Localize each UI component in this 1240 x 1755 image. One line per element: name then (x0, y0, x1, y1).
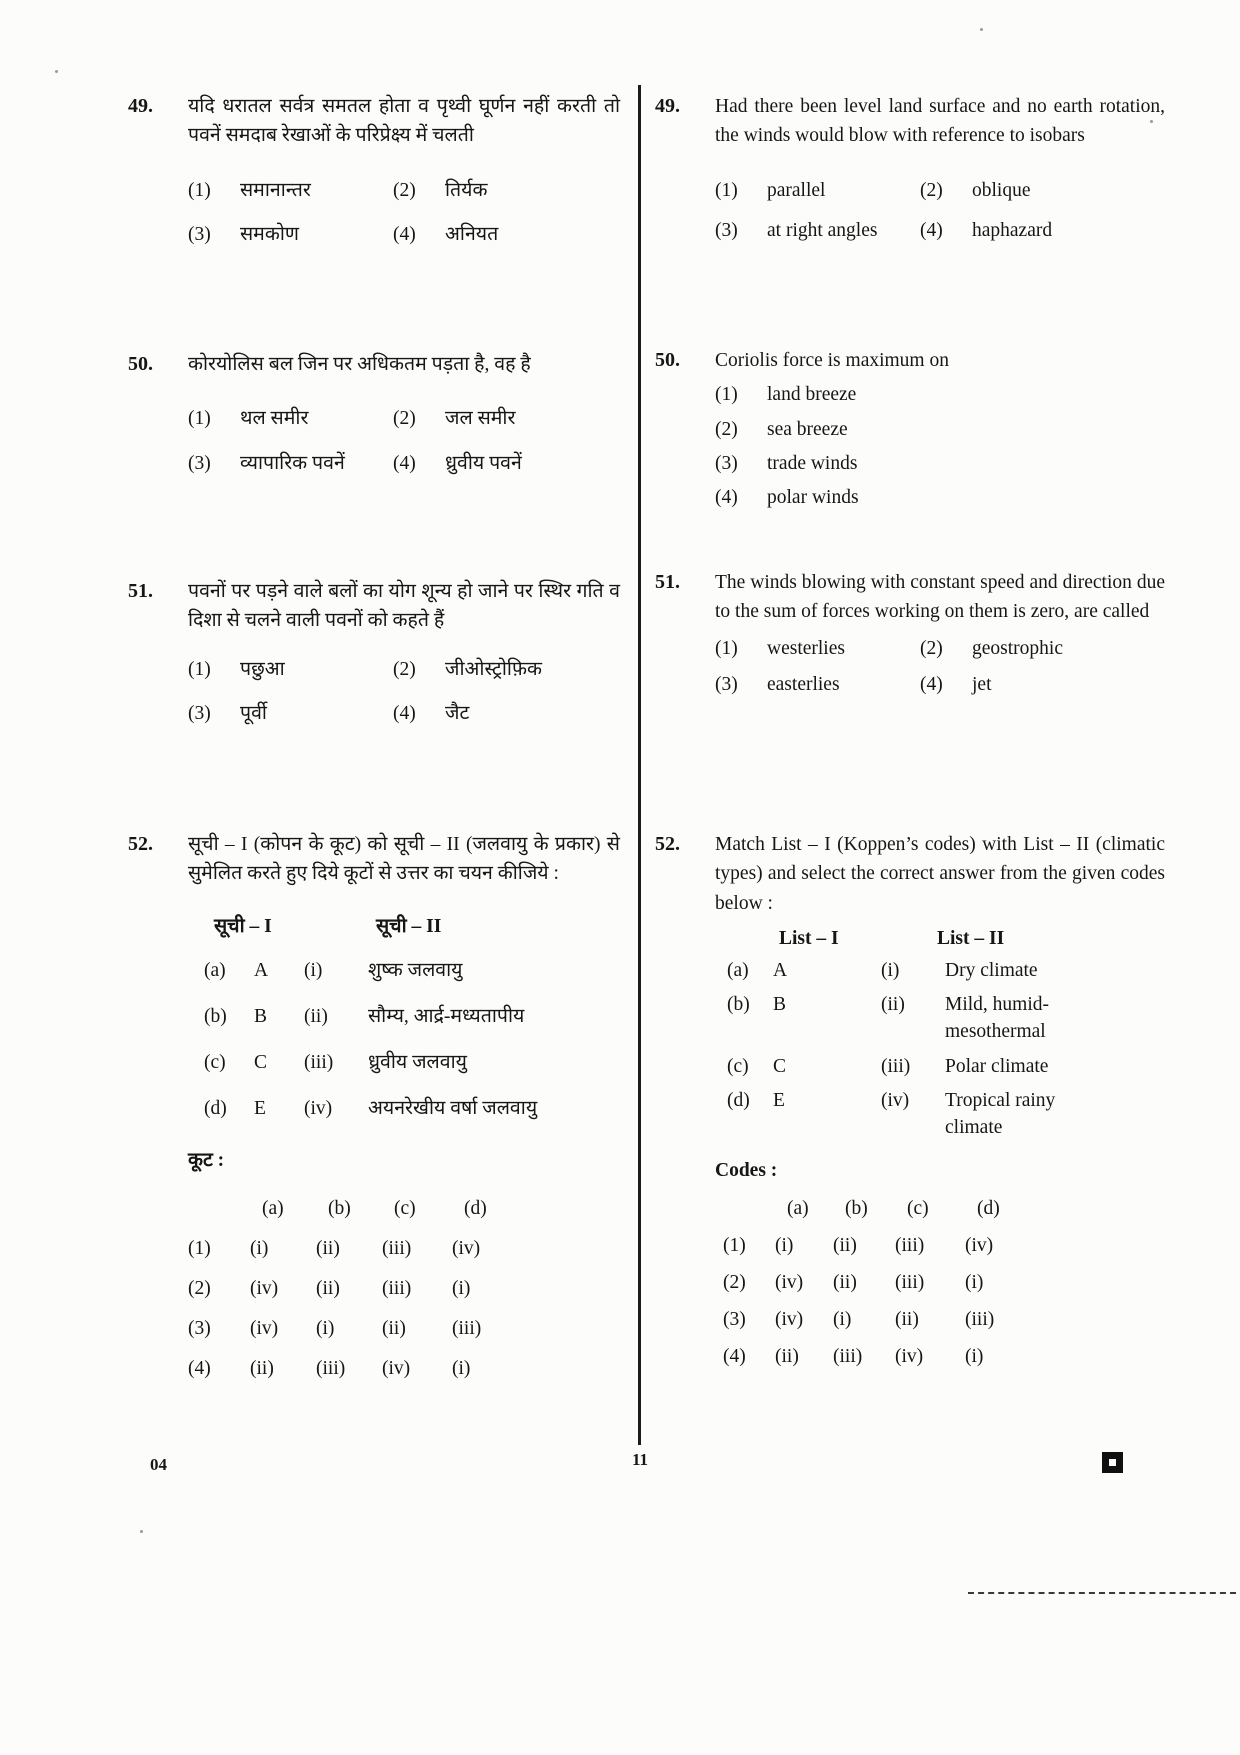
codes-header-row (715, 1198, 1165, 1220)
option-label: haphazard (972, 219, 1053, 241)
codes-row-1 (715, 1235, 1165, 1257)
codes-label: कूट : (188, 1149, 225, 1171)
code-cell: (ii) (316, 1277, 340, 1299)
scan-speck (980, 28, 983, 31)
row-label: Polar climate (945, 1055, 1049, 1077)
code-cell: (iii) (382, 1277, 412, 1299)
question-text: Match List – I (Koppen’s codes) with List – II (climatic types) and select the correct answer from the given codes below : (715, 834, 1165, 914)
option-4 (393, 221, 620, 249)
row-serial: (d) (727, 1089, 750, 1111)
option-number: (2) (393, 179, 416, 201)
option-1 (188, 656, 393, 684)
code-cell: (ii) (895, 1308, 919, 1330)
row-code: A (773, 959, 788, 981)
row-code: E (254, 1098, 266, 1120)
code-cell: (i) (452, 1277, 471, 1299)
row-roman: (i) (881, 959, 900, 981)
option-number: (1) (188, 179, 211, 201)
code-cell: (i) (965, 1345, 984, 1367)
option-3 (188, 221, 393, 249)
question-number: 49. (128, 95, 153, 117)
row-serial: (b) (204, 1005, 227, 1027)
code-cell: (i) (316, 1317, 335, 1339)
code-cell: (iii) (895, 1271, 925, 1293)
option-label: जैट (445, 702, 470, 724)
row-serial: (b) (727, 994, 750, 1016)
codes-row-3 (715, 1309, 1165, 1331)
option-3 (188, 700, 393, 728)
question-text: पवनों पर पड़ने वाले बलों का योग शून्य हो जाने पर स्थिर गति व दिशा से चलने वाली पवनों को कहते हैं (188, 581, 620, 632)
code-cell: (i) (250, 1237, 269, 1259)
option-label: थल समीर (240, 408, 309, 430)
question-51-hindi (128, 577, 620, 728)
option-1 (715, 635, 920, 663)
question-body (715, 92, 1165, 245)
code-cell: (ii) (250, 1357, 274, 1379)
row-label: Mild, humid-mesothermal (945, 994, 1050, 1043)
option-label: at right angles (767, 219, 878, 241)
codes-header-cell: (a) (262, 1197, 284, 1219)
match-row-a (188, 957, 620, 984)
row-label: सौम्य, आर्द्र-मध्यतापीय (368, 1005, 525, 1027)
option-3 (188, 450, 393, 478)
option-label: पछुआ (240, 658, 285, 680)
codes-header-cell: (a) (787, 1197, 809, 1219)
row-serial: (d) (204, 1098, 227, 1120)
option-label: parallel (767, 179, 826, 201)
option-number: (2) (393, 408, 416, 430)
question-49-hindi (128, 92, 620, 249)
options-grid (188, 656, 620, 729)
option-label: polar winds (767, 487, 859, 509)
code-cell: (iv) (775, 1271, 804, 1293)
code-cell: (i) (452, 1357, 471, 1379)
row-serial: (a) (727, 959, 749, 981)
option-3 (715, 671, 920, 699)
bottom-dashed-line (968, 1592, 1236, 1594)
code-cell: (ii) (833, 1271, 857, 1293)
option-4 (393, 450, 620, 478)
options-grid (188, 177, 620, 250)
option-label: oblique (972, 179, 1031, 201)
booklet-series-number: 04 (150, 1455, 167, 1474)
code-cell: (iv) (382, 1357, 411, 1379)
question-body (188, 92, 620, 249)
codes-header-cell: (d) (464, 1197, 487, 1219)
question-number: 50. (128, 353, 153, 375)
option-label: व्यापारिक पवनें (240, 452, 345, 474)
option-2 (393, 656, 620, 684)
codes-row-2 (715, 1272, 1165, 1294)
option-number: (2) (920, 179, 943, 201)
code-cell: (iii) (316, 1357, 346, 1379)
code-cell: (ii) (316, 1237, 340, 1259)
row-roman: (i) (304, 959, 323, 981)
scan-speck (1150, 120, 1153, 123)
option-3 (715, 217, 920, 245)
option-label: sea breeze (767, 418, 848, 440)
row-code: E (773, 1089, 785, 1111)
code-cell: (iv) (775, 1308, 804, 1330)
match-list-headers (188, 911, 620, 938)
question-body (715, 830, 1165, 1368)
code-cell: (3) (188, 1317, 211, 1339)
scan-speck (140, 1530, 143, 1533)
option-number: (1) (188, 408, 211, 430)
match-row-b (188, 1003, 620, 1030)
question-49-english (655, 92, 1165, 245)
row-roman: (iv) (881, 1089, 910, 1111)
option-label: land breeze (767, 384, 857, 406)
question-body (188, 830, 620, 1380)
option-label: westerlies (767, 637, 845, 659)
option-number: (2) (715, 418, 738, 440)
option-4 (920, 217, 1165, 245)
row-roman: (iv) (304, 1098, 333, 1120)
option-3 (715, 450, 1165, 478)
option-number: (4) (920, 673, 943, 695)
match-row-a (715, 957, 1165, 984)
question-text: The winds blowing with constant speed and direction due to the sum of forces working on them is zero, are called (715, 572, 1165, 623)
option-number: (4) (393, 702, 416, 724)
match-list-headers (715, 928, 1165, 950)
question-number: 49. (655, 95, 680, 117)
row-serial: (c) (204, 1052, 226, 1074)
question-number: 51. (655, 571, 680, 593)
option-4 (715, 484, 1165, 512)
list2-header: List – II (937, 927, 1005, 949)
row-code: C (254, 1052, 268, 1074)
option-label: easterlies (767, 673, 840, 695)
option-4 (920, 671, 1165, 699)
code-cell: (iii) (965, 1308, 995, 1330)
row-label: Tropical rainy climate (945, 1089, 1056, 1139)
options-grid (715, 177, 1165, 246)
list2-header: सूची – II (376, 915, 442, 937)
question-number: 50. (655, 349, 680, 371)
code-cell: (ii) (775, 1345, 799, 1367)
row-label: शुष्क जलवायु (368, 959, 463, 981)
row-label: Dry climate (945, 959, 1038, 981)
option-number: (4) (920, 219, 943, 241)
option-label: अनियत (445, 223, 499, 245)
code-cell: (iii) (895, 1234, 925, 1256)
section-end-marker-icon (1102, 1452, 1123, 1473)
list1-header: List – I (779, 927, 839, 949)
codes-row-4 (188, 1358, 620, 1380)
option-1 (715, 381, 1165, 409)
option-number: (3) (188, 223, 211, 245)
code-cell: (i) (965, 1271, 984, 1293)
question-body (188, 350, 620, 478)
option-2 (715, 416, 1165, 444)
codes-header-cell: (c) (907, 1197, 929, 1219)
question-text: सूची – I (कोपन के कूट) को सूची – II (जलवायु के प्रकार) से सुमेलित करते हुए दिये कूटों से उत्तर का चयन कीजिये : (188, 834, 620, 885)
codes-row-3 (188, 1318, 620, 1340)
option-number: (4) (393, 223, 416, 245)
question-body (715, 346, 1165, 512)
option-2 (920, 177, 1165, 205)
option-number: (1) (715, 179, 738, 201)
codes-header-cell: (b) (328, 1197, 351, 1219)
codes-header-cell: (d) (977, 1197, 1000, 1219)
option-number: (3) (715, 452, 738, 474)
option-number: (1) (715, 384, 738, 406)
row-roman: (ii) (881, 994, 905, 1016)
codes-label: Codes : (715, 1159, 778, 1181)
options-grid (715, 635, 1165, 700)
row-serial: (a) (204, 959, 226, 981)
option-number: (1) (188, 658, 211, 680)
option-number: (2) (920, 637, 943, 659)
option-number: (3) (715, 219, 738, 241)
question-text: यदि धरातल सर्वत्र समतल होता व पृथ्वी घूर्णन नहीं करती तो पवनें समदाब रेखाओं के परिप्रेक्ष्य में चलती (188, 96, 620, 147)
question-number: 51. (128, 580, 153, 602)
option-number: (3) (188, 452, 211, 474)
code-cell: (iv) (452, 1237, 481, 1259)
code-cell: (iv) (965, 1234, 994, 1256)
section-end-marker-inner (1109, 1459, 1116, 1466)
option-2 (393, 405, 620, 433)
question-50-english (655, 346, 1165, 512)
question-52-hindi (128, 830, 620, 1380)
row-code: B (254, 1005, 268, 1027)
row-label: अयनरेखीय वर्षा जलवायु (368, 1098, 538, 1120)
option-2 (393, 177, 620, 205)
codes-header-row (188, 1198, 620, 1220)
page-number: 11 (632, 1450, 649, 1469)
row-serial: (c) (727, 1055, 749, 1077)
question-body (715, 568, 1165, 699)
code-cell: (2) (188, 1277, 211, 1299)
code-cell: (1) (723, 1234, 746, 1256)
code-cell: (i) (775, 1234, 794, 1256)
code-cell: (iv) (250, 1277, 279, 1299)
codes-row-1 (188, 1238, 620, 1260)
match-row-b (715, 991, 1165, 1046)
row-roman: (ii) (304, 1005, 328, 1027)
code-cell: (4) (188, 1357, 211, 1379)
question-text: Had there been level land surface and no earth rotation, the winds would blow with reference to isobars (715, 96, 1165, 147)
match-row-d (715, 1087, 1165, 1142)
row-roman: (iii) (304, 1052, 334, 1074)
options-list (715, 381, 1165, 512)
codes-row-2 (188, 1278, 620, 1300)
options-grid (188, 405, 620, 478)
option-label: जीओस्ट्रोफ़िक (445, 658, 542, 680)
option-number: (2) (393, 658, 416, 680)
option-4 (393, 700, 620, 728)
option-label: जल समीर (445, 408, 516, 430)
question-body (188, 577, 620, 728)
option-label: ध्रुवीय पवनें (445, 452, 522, 474)
option-label: तिर्यक (445, 179, 488, 201)
code-cell: (i) (833, 1308, 852, 1330)
question-number: 52. (128, 833, 153, 855)
code-cell: (1) (188, 1237, 211, 1259)
option-number: (3) (715, 673, 738, 695)
code-cell: (iii) (833, 1345, 863, 1367)
codes-header-cell: (b) (845, 1197, 868, 1219)
code-cell: (ii) (833, 1234, 857, 1256)
option-label: geostrophic (972, 637, 1063, 659)
question-text: Coriolis force is maximum on (715, 350, 949, 371)
column-divider-line (638, 85, 641, 1445)
option-label: jet (972, 673, 992, 695)
code-cell: (2) (723, 1271, 746, 1293)
match-row-c (188, 1049, 620, 1076)
match-row-c (715, 1053, 1165, 1080)
question-51-english (655, 568, 1165, 699)
option-1 (188, 177, 393, 205)
codes-header-cell: (c) (394, 1197, 416, 1219)
option-number: (3) (188, 702, 211, 724)
option-1 (188, 405, 393, 433)
scan-speck (55, 70, 58, 73)
option-label: समकोण (240, 223, 299, 245)
code-cell: (iii) (452, 1317, 482, 1339)
row-label: ध्रुवीय जलवायु (368, 1052, 467, 1074)
row-code: B (773, 994, 787, 1016)
list1-header: सूची – I (214, 915, 272, 937)
option-label: पूर्वी (240, 702, 267, 724)
code-cell: (ii) (382, 1317, 406, 1339)
question-number: 52. (655, 833, 680, 855)
code-cell: (iii) (382, 1237, 412, 1259)
option-2 (920, 635, 1165, 663)
code-cell: (iv) (895, 1345, 924, 1367)
option-number: (4) (715, 487, 738, 509)
option-number: (1) (715, 637, 738, 659)
option-label: trade winds (767, 452, 858, 474)
code-cell: (4) (723, 1345, 746, 1367)
row-roman: (iii) (881, 1055, 911, 1077)
question-52-english (655, 830, 1165, 1368)
code-cell: (3) (723, 1308, 746, 1330)
row-code: A (254, 959, 269, 981)
option-number: (4) (393, 452, 416, 474)
question-text: कोरयोलिस बल जिन पर अधिकतम पड़ता है, वह है (188, 354, 531, 375)
option-1 (715, 177, 920, 205)
row-code: C (773, 1055, 787, 1077)
codes-row-4 (715, 1346, 1165, 1368)
option-label: समानान्तर (240, 179, 311, 201)
code-cell: (iv) (250, 1317, 279, 1339)
question-50-hindi (128, 350, 620, 478)
match-row-d (188, 1095, 620, 1122)
